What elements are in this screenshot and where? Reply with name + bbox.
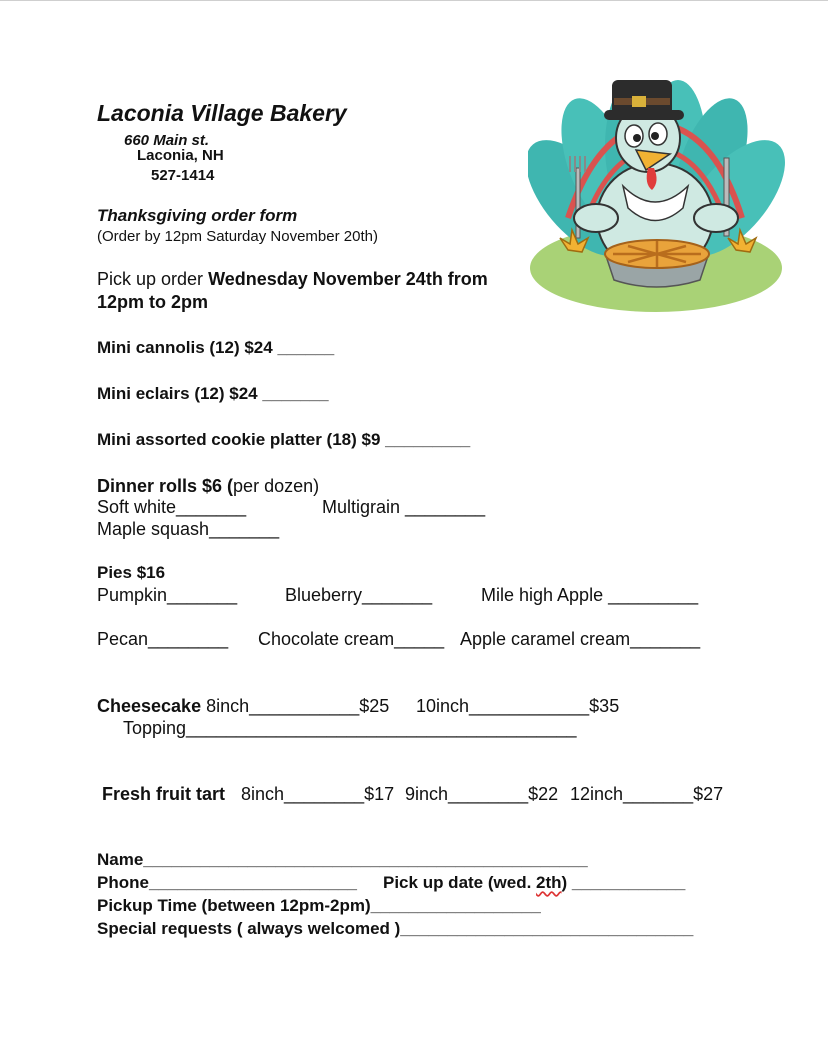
special-requests-field[interactable]: Special requests ( always welcomed )_______________________________ xyxy=(97,919,694,938)
pickup-date-misspelled: 2th xyxy=(536,873,562,892)
dinner-rolls-note: per dozen) xyxy=(233,476,320,496)
top-border xyxy=(0,0,828,1)
item-maple-squash[interactable]: Maple squash_______ xyxy=(97,519,280,539)
pickup-date-field[interactable] xyxy=(383,873,685,893)
item-tart-8inch[interactable]: 8inch________$17 xyxy=(241,784,395,804)
item-cheesecake-8inch[interactable]: 8inch___________$25 xyxy=(201,696,390,716)
item-blueberry[interactable]: Blueberry_______ xyxy=(285,585,433,605)
item-tart-12inch[interactable]: 12inch_______$27 xyxy=(570,784,724,804)
turkey-illustration xyxy=(528,68,790,316)
bakery-name: Laconia Village Bakery xyxy=(97,100,347,126)
item-pecan[interactable]: Pecan________ xyxy=(97,629,229,649)
item-soft-white[interactable]: Soft white_______ xyxy=(97,497,247,517)
item-mini-cannolis[interactable]: Mini cannolis (12) $24 ______ xyxy=(97,338,335,357)
form-title: Thanksgiving order form xyxy=(97,206,298,225)
name-field[interactable]: Name_______________________________________________ xyxy=(97,850,588,869)
item-apple-caramel-cream[interactable]: Apple caramel cream_______ xyxy=(460,629,701,649)
item-mini-eclairs[interactable]: Mini eclairs (12) $24 _______ xyxy=(97,384,329,403)
pickup-date-prefix: Pick up date (wed. xyxy=(383,873,537,892)
pickup-date-bold: Wednesday November 24th from xyxy=(208,269,488,289)
pies-heading: Pies $16 xyxy=(97,563,166,582)
cheesecake-title: Cheesecake xyxy=(97,696,202,716)
fruit-tart-title: Fresh fruit tart xyxy=(102,784,226,804)
dinner-rolls-heading xyxy=(97,476,319,497)
phone-field[interactable]: Phone______________________ xyxy=(97,873,357,892)
address-street: 660 Main st. xyxy=(124,132,210,149)
item-chocolate-cream[interactable]: Chocolate cream_____ xyxy=(258,629,445,649)
cheesecake-row xyxy=(97,696,389,717)
item-tart-9inch[interactable]: 9inch________$22 xyxy=(405,784,559,804)
item-cookie-platter[interactable]: Mini assorted cookie platter (18) $9 _________ xyxy=(97,430,471,449)
pickup-time-field[interactable]: Pickup Time (between 12pm-2pm)__________________ xyxy=(97,896,541,915)
pickup-info-line2: 12pm to 2pm xyxy=(97,292,209,312)
item-cheesecake-topping[interactable]: Topping_______________________________________ xyxy=(123,718,577,738)
address-city: Laconia, NH xyxy=(137,147,224,164)
pickup-info-line1 xyxy=(97,269,488,290)
dinner-rolls-title: Dinner rolls $6 ( xyxy=(97,476,234,496)
bakery-phone: 527-1414 xyxy=(151,167,215,184)
item-cheesecake-10inch[interactable]: 10inch____________$35 xyxy=(416,696,620,716)
item-pumpkin[interactable]: Pumpkin_______ xyxy=(97,585,238,605)
order-deadline: (Order by 12pm Saturday November 20th) xyxy=(97,228,378,245)
pickup-prefix: Pick up order xyxy=(97,269,209,289)
pickup-date-suffix: ) ____________ xyxy=(561,873,686,892)
item-multigrain[interactable]: Multigrain ________ xyxy=(322,497,486,517)
item-mile-high-apple[interactable]: Mile high Apple _________ xyxy=(481,585,699,605)
